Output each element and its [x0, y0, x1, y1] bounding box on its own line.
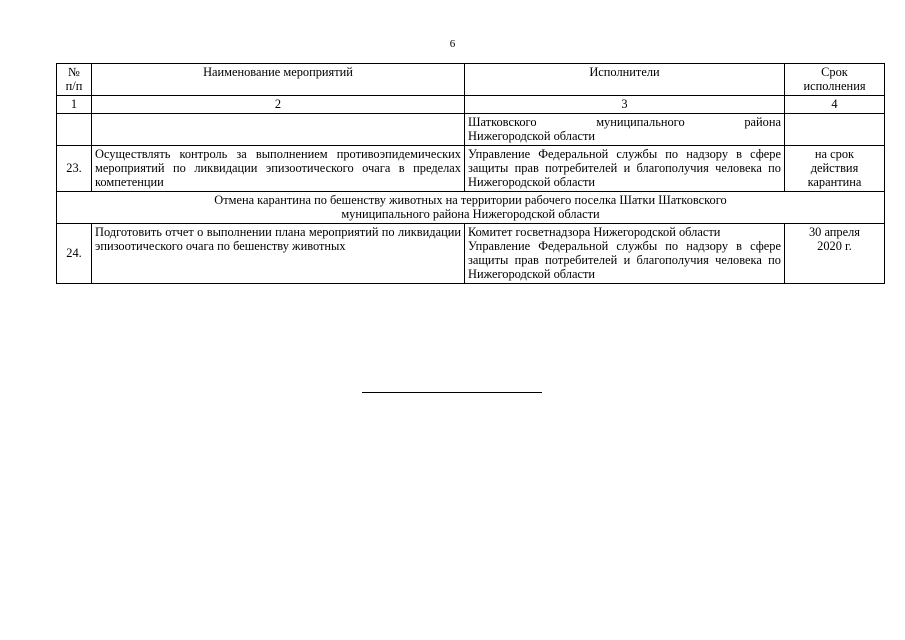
executors-continuation: Шатковского муниципального района Нижегородской области: [465, 114, 785, 146]
header-measures: Наименование мероприятий: [92, 64, 465, 96]
column-index: 2: [92, 96, 465, 114]
page-number: 6: [449, 38, 456, 50]
table-header-row: [57, 64, 885, 96]
executors-text: Управление Федеральной службы по надзору в сфере защиты прав потребителей и благополучия человека по Нижегородской области: [465, 146, 785, 192]
header-deadline: Срок исполнения: [785, 64, 885, 96]
measure-text: Подготовить отчет о выполнении плана мероприятий по ликвидации эпизоотического очага по бешенству животных: [92, 224, 465, 284]
measures-table: [56, 63, 885, 284]
measure-text: Осуществлять контроль за выполнением противоэпидемических мероприятий по ликвидации эпизоотического очага в пределах компетенции: [92, 146, 465, 192]
empty-cell: [92, 114, 465, 146]
column-index: 3: [465, 96, 785, 114]
header-number: № п/п: [57, 64, 92, 96]
deadline-text: на срок действия карантина: [785, 146, 885, 192]
section-title: Отмена карантина по бешенству животных на территории рабочего поселка Шатки Шатковского муниципального района Нижегородской области: [57, 192, 885, 224]
empty-cell: [785, 114, 885, 146]
column-index: 1: [57, 96, 92, 114]
header-executors: Исполнители: [465, 64, 785, 96]
empty-cell: [57, 114, 92, 146]
column-index: 4: [785, 96, 885, 114]
table-row-continuation: [57, 114, 885, 146]
row-number: 23.: [57, 146, 92, 192]
row-number: 24.: [57, 224, 92, 284]
executors-text: Комитет госветнадзора Нижегородской области Управление Федеральной службы по надзору в сфере защиты прав потребителей и благополучия человека по Нижегородской области: [465, 224, 785, 284]
table-row-23: [57, 146, 885, 192]
column-index-row: [57, 96, 885, 114]
signature-divider: [362, 392, 542, 393]
table-row-24: [57, 224, 885, 284]
section-title-row: [57, 192, 885, 224]
deadline-text: 30 апреля 2020 г.: [785, 224, 885, 284]
